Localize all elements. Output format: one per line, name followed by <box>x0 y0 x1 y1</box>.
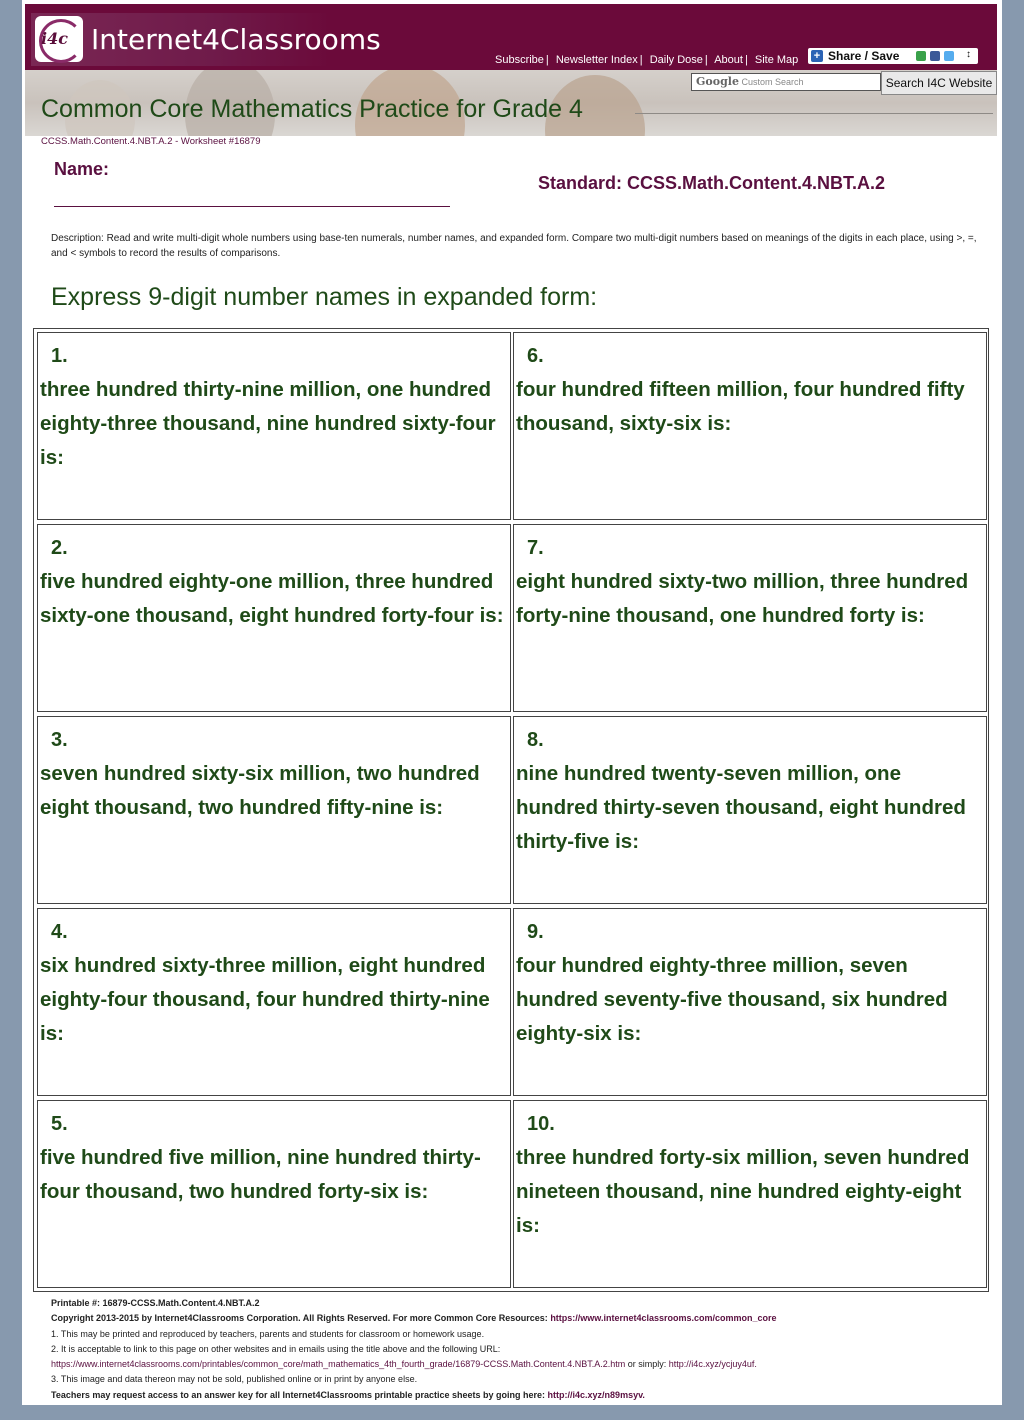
question-cell <box>37 716 511 904</box>
question-cell <box>37 332 511 520</box>
question-text: three hundred thirty-nine million, one hundred eighty-three thousand, nine hundred sixty-four is: <box>40 378 496 469</box>
nav-about[interactable]: About <box>714 54 743 66</box>
question-text: seven hundred sixty-six million, two hundred eight thousand, two hundred fifty-nine is: <box>40 762 480 819</box>
share-plus-icon: + <box>811 50 823 62</box>
usage-note-1: 1. This may be printed and reproduced by teachers, parents and students for classroom or homework usage. <box>51 1328 485 1339</box>
question-cell <box>513 908 987 1096</box>
question-number: 3. <box>51 729 68 751</box>
nav-daily-dose[interactable]: Daily Dose <box>649 54 703 66</box>
question-text: nine hundred twenty-seven million, one hundred thirty-seven thousand, eight hundred thirty-five is: <box>516 762 966 853</box>
footer <box>51 1296 996 1403</box>
worksheet-page <box>22 0 1002 1405</box>
top-nav: Subscribe | Newsletter Index | Daily Dose | About | Site Map <box>495 54 799 66</box>
instruction-heading: Express 9-digit number names in expanded form: <box>51 283 598 311</box>
question-cell <box>513 1100 987 1288</box>
custom-search-input[interactable] <box>691 73 881 91</box>
question-grid <box>33 328 989 1292</box>
question-number: 9. <box>527 921 544 943</box>
question-cell <box>37 908 511 1096</box>
description: Description: Read and write multi-digit whole numbers using base-ten numerals, number names, and expanded form. Compare two multi-digit numbers based on meanings of the digits in each place, using >, =, and < symbols to record the results of comparisons. <box>51 233 977 259</box>
question-text: five hundred eighty-one million, three hundred sixty-one thousand, eight hundred forty-four is: <box>40 570 504 627</box>
share-refresh-icon[interactable] <box>916 51 926 61</box>
answer-key-link[interactable]: http://i4c.xyz/n89msyv. <box>547 1389 645 1400</box>
search-placeholder: Custom Search <box>741 77 804 87</box>
site-header <box>25 4 997 70</box>
share-label: Share / Save <box>828 49 900 63</box>
title-banner <box>25 70 997 136</box>
standard-label: Standard: CCSS.Math.Content.4.NBT.A.2 <box>538 173 886 193</box>
question-text: three hundred forty-six million, seven hundred nineteen thousand, nine hundred eighty-eight is: <box>516 1146 970 1237</box>
usage-note-3: 3. This image and data thereon may not be sold, published online or in print by anyone else. <box>51 1374 418 1385</box>
site-logo[interactable] <box>31 13 381 66</box>
question-cell <box>37 1100 511 1288</box>
question-text: four hundred eighty-three million, seven hundred seventy-five thousand, six hundred eighty-six is: <box>516 954 948 1045</box>
name-label: Name: <box>54 159 110 179</box>
usage-note-2: 2. It is acceptable to link to this page on other websites and in emails using the title above and the following URL: <box>51 1343 501 1354</box>
question-text: five hundred five million, nine hundred thirty-four thousand, two hundred forty-six is: <box>40 1146 481 1203</box>
google-brand-text: Google <box>696 75 739 88</box>
twitter-icon[interactable] <box>944 51 954 61</box>
share-save-button[interactable] <box>808 48 978 64</box>
nav-newsletter-index[interactable]: Newsletter Index <box>555 54 638 66</box>
copyright-text: Copyright 2013-2015 by Internet4Classrooms Corporation. All Rights Reserved. For more Common Core Resources: <box>51 1313 548 1324</box>
title-divider <box>635 113 993 114</box>
question-cell <box>513 716 987 904</box>
name-line <box>54 206 450 207</box>
question-cell <box>513 524 987 712</box>
nav-site-map[interactable]: Site Map <box>754 54 799 66</box>
answer-key-text: Teachers may request access to an answer key for all Internet4Classrooms printable practice sheets by going here: <box>51 1389 546 1400</box>
question-text: six hundred sixty-three million, eight hundred eighty-four thousand, four hundred thirty-nine is: <box>40 954 490 1045</box>
page-title: Common Core Mathematics Practice for Grade 4 <box>41 95 583 123</box>
search-button[interactable]: Search I4C Website <box>881 71 997 95</box>
question-number: 10. <box>527 1113 555 1135</box>
question-cell <box>37 524 511 712</box>
i4c-badge-icon: i4c <box>35 16 83 62</box>
common-core-link[interactable]: https://www.internet4classrooms.com/common_core <box>550 1313 777 1324</box>
short-url-link[interactable]: http://i4c.xyz/ycjuy4uf. <box>668 1359 757 1370</box>
question-number: 5. <box>51 1113 68 1135</box>
question-cell <box>513 332 987 520</box>
nav-subscribe[interactable]: Subscribe <box>495 54 544 66</box>
question-number: 6. <box>527 345 544 367</box>
question-text: four hundred fifteen million, four hundred fifty thousand, sixty-six is: <box>516 378 965 435</box>
logo-text: Internet4Classrooms <box>91 23 381 56</box>
question-text: eight hundred sixty-two million, three hundred forty-nine thousand, one hundred forty is: <box>516 570 969 627</box>
question-number: 2. <box>51 537 68 559</box>
question-number: 8. <box>527 729 544 751</box>
question-number: 1. <box>51 345 68 367</box>
chevron-updown-icon[interactable]: ↕ <box>966 49 971 60</box>
worksheet-url-link[interactable]: https://www.internet4classrooms.com/printables/common_core/math_mathematics_4th_fourth_grade/16879-CCSS.Math.Content.4.NBT.A.2.htm <box>51 1359 626 1370</box>
question-number: 7. <box>527 537 544 559</box>
printable-number: Printable #: 16879-CCSS.Math.Content.4.NBT.A.2 <box>51 1298 260 1308</box>
question-number: 4. <box>51 921 68 943</box>
or-simply-text: or simply: <box>625 1359 669 1370</box>
breadcrumb[interactable]: CCSS.Math.Content.4.NBT.A.2 - Worksheet #16879 <box>41 136 261 147</box>
facebook-icon[interactable] <box>930 51 940 61</box>
